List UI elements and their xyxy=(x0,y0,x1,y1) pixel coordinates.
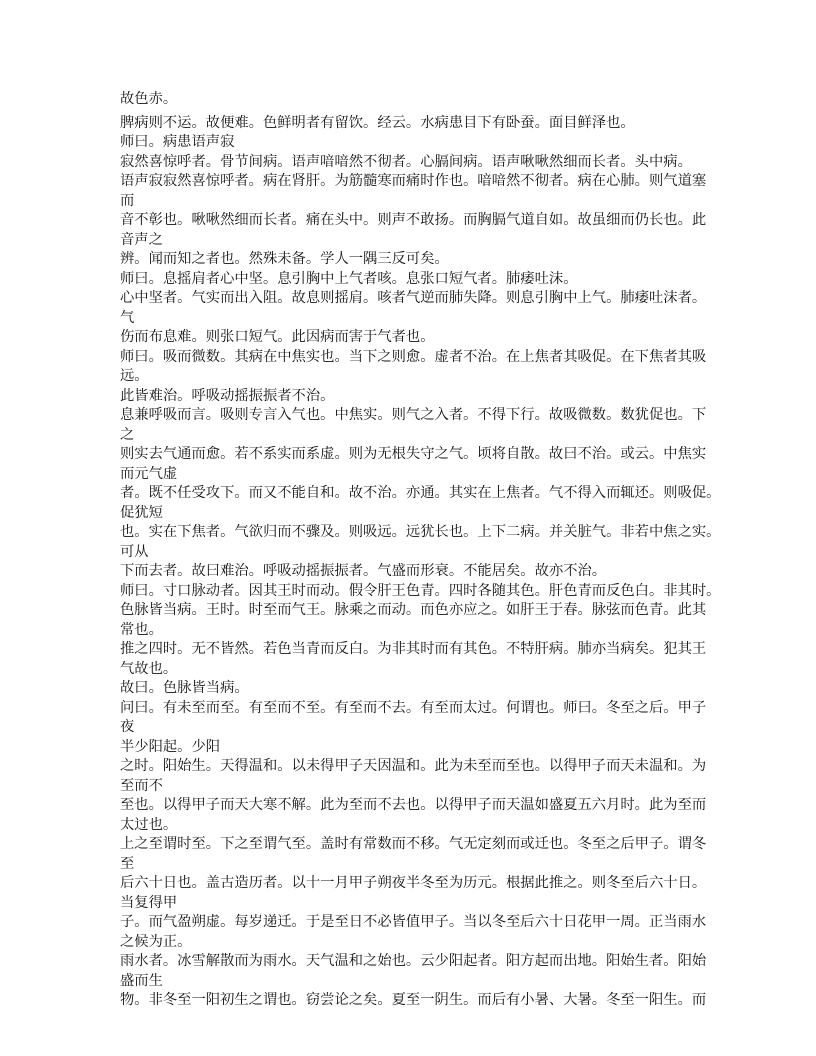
text-line: 故曰。色脉皆当病。 xyxy=(120,680,249,696)
text-line: 半少阳起。少阳 xyxy=(120,738,221,755)
text-line: 当复得甲 xyxy=(120,894,178,911)
text-line: 师曰。寸口脉动者。因其王时而动。假令肝王色青。四时各随其色。肝色青而反色白。非其时。 xyxy=(120,582,721,599)
text-line: 至而不 xyxy=(120,777,163,794)
text-line: 至 xyxy=(120,855,135,872)
text-line: 盛而生 xyxy=(120,972,163,989)
text-line: 推之四时。无不皆然。若色当青而反白。为非其时而有其色。不特肝病。肺亦当病矣。犯其王 xyxy=(120,641,707,657)
text-line: 心中坚者。气实而出入阻。故息则摇肩。咳者气逆而肺失降。则息引胸中上气。肺痿吐沫者。 xyxy=(120,290,707,306)
text-line: 太过也。 xyxy=(120,816,178,833)
text-line: 而元气虚 xyxy=(120,465,178,482)
text-line: 则实去气通而愈。若不系实而系虚。则为无根失守之气。顷将自散。故曰不治。或云。中焦实 xyxy=(120,446,707,462)
text-line: 气 xyxy=(120,309,135,326)
text-line: 师曰。息摇肩者心中坚。息引胸中上气者咳。息张口短气者。肺痿吐沫。 xyxy=(120,270,578,287)
text-line: 之候为正。 xyxy=(120,933,192,950)
text-line: 者。既不任受攻下。而又不能自和。故不治。亦通。其实在上焦者。气不得入而辄还。则吸促。 xyxy=(120,485,721,501)
text-line: 远。 xyxy=(120,368,149,384)
text-line: 而 xyxy=(120,192,135,209)
text-line: 可从 xyxy=(120,543,149,560)
text-line: 师曰。吸而微数。其病在中焦实也。当下之则愈。虚者不治。在上焦者其吸促。在下焦者其吸 xyxy=(120,348,707,365)
text-line: 后六十日也。盖古造历者。以十一月甲子朔夜半冬至为历元。根据此推之。则冬至后六十日。 xyxy=(120,875,707,891)
text-line: 问曰。有未至而至。有至而不至。有至而不去。有至而太过。何谓也。师曰。冬至之后。甲子 xyxy=(120,699,707,716)
text-line: 故色赤。 xyxy=(120,91,178,107)
text-line: 伤而布息难。则张口短气。此因病而害于气者也。 xyxy=(120,329,435,345)
text-line: 子。而气盈朔虚。每岁递迁。于是至日不必皆值甲子。当以冬至后六十日花甲一周。正当雨水 xyxy=(120,914,707,930)
text-line: 之时。阳始生。天得温和。以未得甲子天因温和。此为未至而至也。以得甲子而天未温和。为 xyxy=(120,758,707,774)
text-line: 语声寂寂然喜惊呼者。病在肾肝。为筋髓寒而痛时作也。喑喑然不彻者。病在心肺。则气道塞 xyxy=(120,173,707,189)
text-line: 至也。以得甲子而天大寒不解。此为至而不去也。以得甲子而天温如盛夏五六月时。此为至而 xyxy=(120,797,707,813)
text-line: 也。实在下焦者。气欲归而不骤及。则吸远。远犹长也。上下二病。并关脏气。非若中焦之实。 xyxy=(120,524,721,540)
text-line: 色脉皆当病。王时。时至而气王。脉乘之而动。而色亦应之。如肝王于春。脉弦而色青。此其 xyxy=(120,602,707,618)
text-line: 师曰。病患语声寂 xyxy=(120,134,235,150)
text-line: 此皆难治。呼吸动摇振振者不治。 xyxy=(120,387,335,404)
text-line: 脾病则不运。故便难。色鲜明者有留饮。经云。水病患目下有卧蚕。面目鲜泽也。 xyxy=(120,114,635,131)
text-line: 气故也。 xyxy=(120,660,178,677)
text-line: 下而去者。故曰难治。呼吸动摇振振者。气盛而形衰。不能居矣。故亦不治。 xyxy=(120,563,607,579)
text-line: 物。非冬至一阳初生之谓也。窃尝论之矣。夏至一阴生。而后有小暑、大暑。冬至一阳生。而 xyxy=(120,992,707,1008)
text-line: 促犹短 xyxy=(120,504,163,521)
text-line: 上之至谓时至。下之至谓气至。盖时有常数而不移。气无定刻而或迁也。冬至之后甲子。谓冬 xyxy=(120,836,707,852)
document-page xyxy=(120,90,720,1011)
text-line: 息兼呼吸而言。吸则专言入气也。中焦实。则气之入者。不得下行。故吸微数。数犹促也。下 xyxy=(120,407,707,423)
text-line: 雨水者。冰雪解散而为雨水。天气温和之始也。云少阳起者。阳方起而出地。阳始生者。阳始 xyxy=(120,953,707,969)
text-line: 音声之 xyxy=(120,231,163,248)
text-line: 寂然喜惊呼者。骨节间病。语声喑喑然不彻者。心膈间病。语声啾啾然细而长者。头中病。 xyxy=(120,153,692,170)
text-line: 常也。 xyxy=(120,621,163,638)
text-line: 辨。闻而知之者也。然殊未备。学人一隅三反可矣。 xyxy=(120,251,449,267)
text-line: 音不彰也。啾啾然细而长者。痛在头中。则声不敢扬。而胸膈气道自如。故虽细而仍长也。此 xyxy=(120,212,707,228)
text-line: 之 xyxy=(120,426,135,443)
text-line: 夜 xyxy=(120,719,135,735)
